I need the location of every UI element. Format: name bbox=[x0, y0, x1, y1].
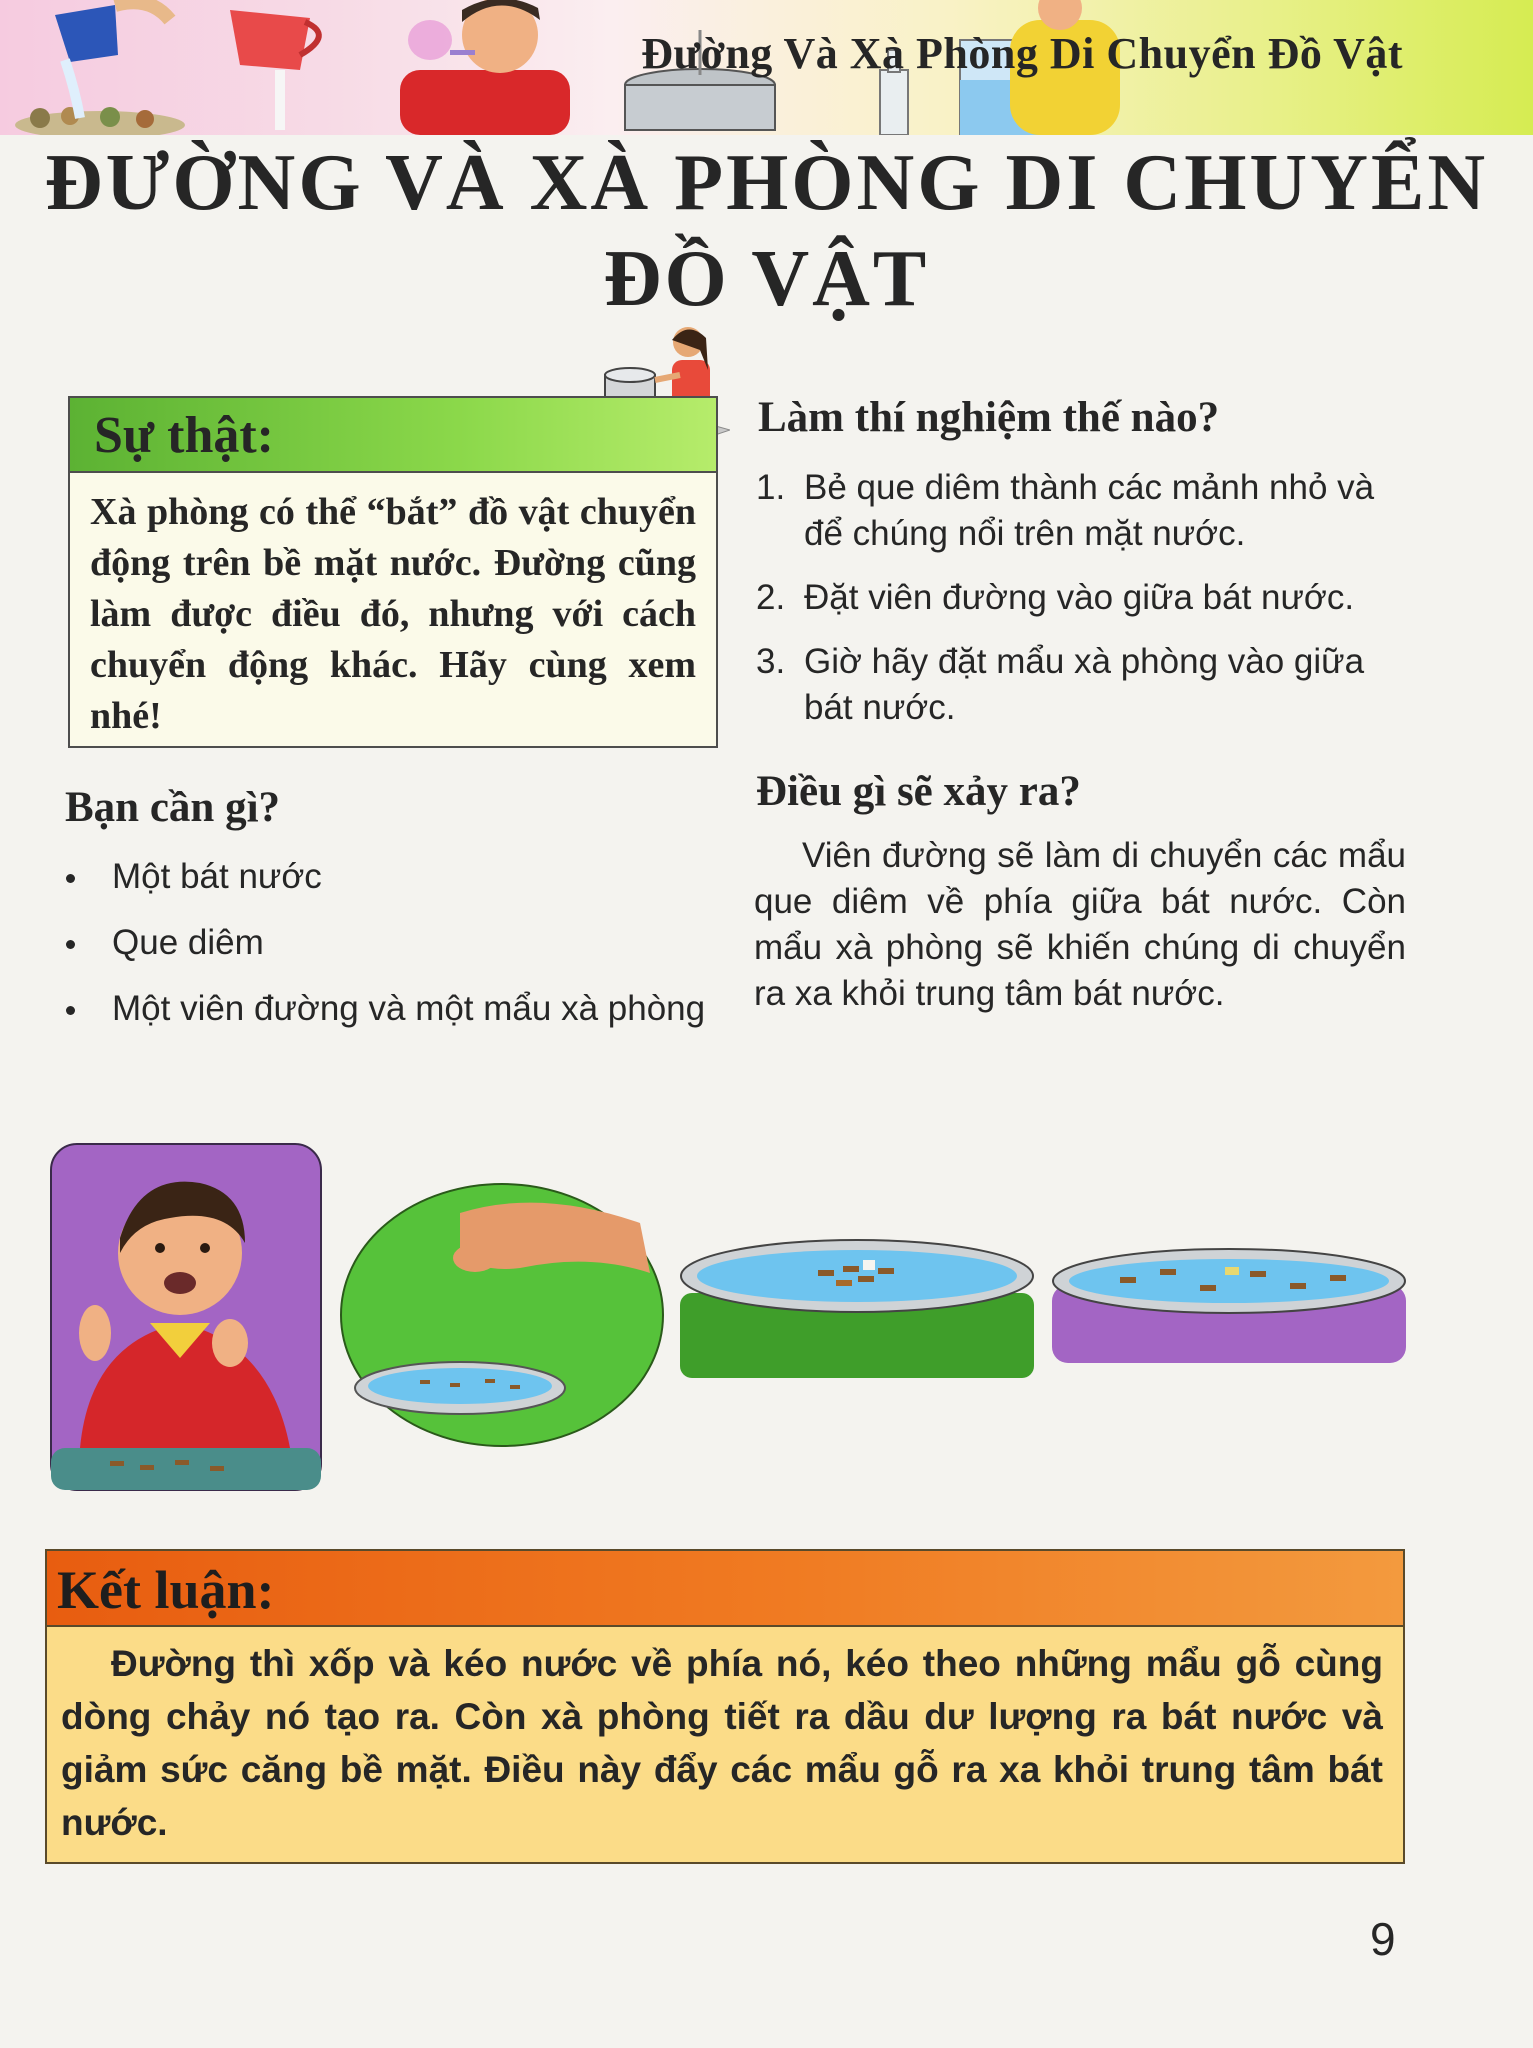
method-heading: Làm thí nghiệm thế nào? bbox=[758, 394, 1220, 441]
soap-bowl-illustration bbox=[1050, 1245, 1408, 1365]
result-heading: Điều gì sẽ xảy ra? bbox=[756, 768, 1081, 815]
hand-placing-matches-illustration bbox=[340, 1183, 665, 1448]
running-title: Đường Và Xà Phòng Di Chuyển Đồ Vật bbox=[641, 29, 1403, 78]
page-title bbox=[0, 135, 1533, 327]
page-number: 9 bbox=[1370, 1913, 1396, 1965]
fact-text: Xà phòng có thể “bắt” đồ vật chuyển động trên bề mặt nước. Đường cũng làm được điều đó, nhưng với cách chuyển động khác. Hãy cùng xem nhé! bbox=[90, 491, 696, 737]
step-item bbox=[756, 465, 1406, 557]
page-title-line1: ĐƯỜNG VÀ XÀ PHÒNG DI CHUYỂN bbox=[44, 139, 1489, 227]
conclusion-heading: Kết luận: bbox=[57, 1560, 275, 1620]
step-text: Bẻ que diêm thành các mảnh nhỏ và để chúng nổi trên mặt nước. bbox=[804, 468, 1375, 553]
step-text: Đặt viên đường vào giữa bát nước. bbox=[804, 578, 1355, 617]
step-number: 2. bbox=[756, 578, 786, 617]
fact-box bbox=[68, 396, 718, 748]
header-banner bbox=[0, 0, 1533, 135]
step-number: 3. bbox=[756, 642, 786, 681]
step-number: 1. bbox=[756, 468, 786, 507]
needs-item: Một viên đường và một mẩu xà phòng bbox=[62, 987, 705, 1053]
fact-heading: Sự thật: bbox=[94, 407, 274, 464]
needs-item: Que diêm bbox=[62, 921, 705, 987]
needs-item: Một bát nước bbox=[62, 855, 705, 921]
step-text: Giờ hãy đặt mẩu xà phòng vào giữa bát nước. bbox=[804, 642, 1365, 727]
boy-breaking-matches-illustration bbox=[50, 1143, 322, 1491]
fact-header bbox=[70, 398, 716, 473]
page-title-line2: ĐỒ VẬT bbox=[603, 235, 930, 323]
needs-list bbox=[62, 855, 705, 1053]
step-item bbox=[756, 639, 1406, 731]
method-steps bbox=[756, 465, 1406, 749]
result-text: Viên đường sẽ làm di chuyển các mẩu que diêm về phía giữa bát nước. Còn mẩu xà phòng sẽ khiến chúng di chuyển ra xa khỏi trung tâm bát nước. bbox=[754, 836, 1406, 1013]
conclusion-box bbox=[45, 1549, 1405, 1864]
needs-heading: Bạn cần gì? bbox=[65, 784, 281, 831]
conclusion-text: Đường thì xốp và kéo nước về phía nó, kéo theo những mẩu gỗ cùng dòng chảy nó tạo ra. Còn xà phòng tiết ra dầu dư lượng ra bát nước và giảm sức căng bề mặt. Điều này đẩy các mẩu gỗ ra xa khỏi trung tâm bát nước. bbox=[61, 1643, 1383, 1843]
step-item bbox=[756, 575, 1406, 621]
conclusion-header bbox=[47, 1551, 1403, 1627]
sugar-bowl-illustration bbox=[678, 1238, 1036, 1380]
